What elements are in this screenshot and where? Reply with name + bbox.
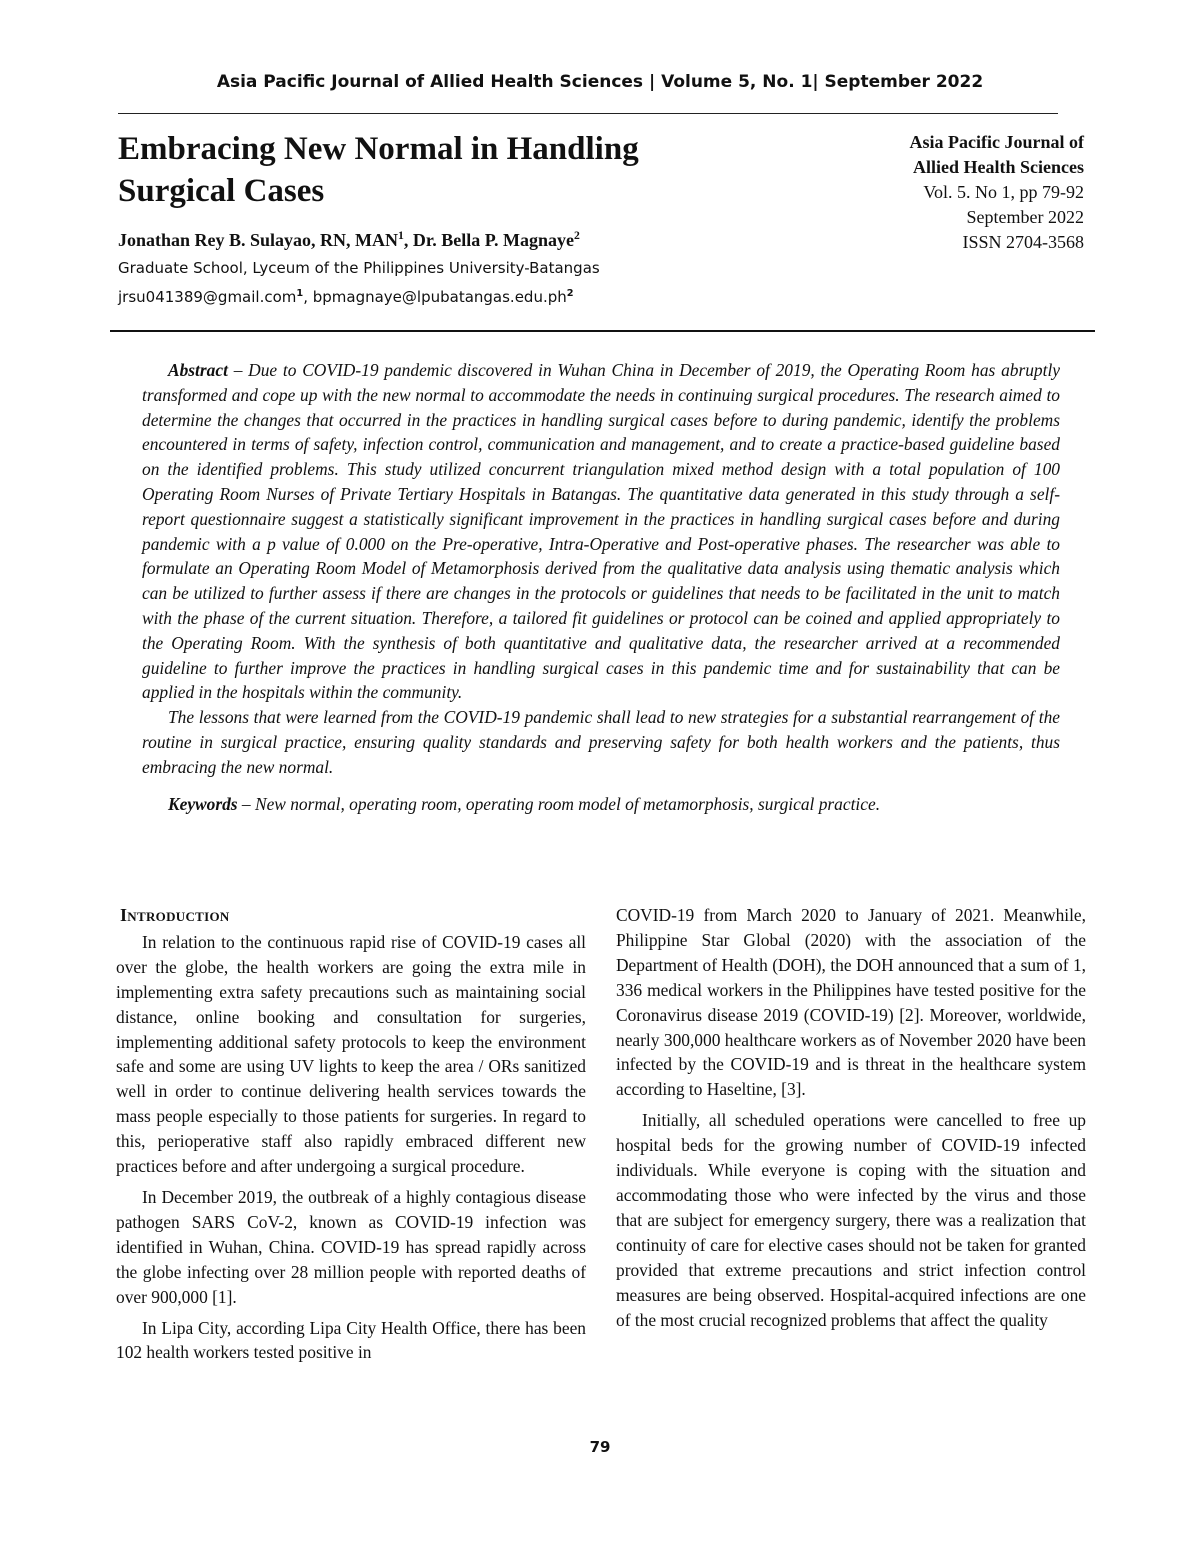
column-right (616, 903, 1086, 1338)
author-1: Jonathan Rey B. Sulayao, RN, MAN (118, 230, 399, 250)
abstract-text-1: – Due to COVID-19 pandemic discovered in Wuhan China in December of 2019, the Operating Room has abruptly transformed and cope up with the new normal to accommodate the needs in continuing surgical procedures. The research aimed to determine the changes that occurred in the practices in handling surgical cases before to during pandemic, identify the problems encountered in terms of safety, infection control, communication and management, and to create a practice-based guideline based on the identified problems. This study utilized concurrent triangulation mixed method design with a total population of 100 Operating Room Nurses of Private Tertiary Hospitals in Batangas. The quantitative data generated in this study through a self-report questionnaire suggest a statistically significant improvement in the practices in handling surgical cases before and during pandemic with a p value of 0.000 on the Pre-operative, Intra-Operative and Post-operative phases. The researcher was able to formulate an Operating Room Model of Metamorphosis derived from the qualitative data analysis using thematic analysis which can be utilized to further assess if there are changes in the protocols or guidelines that needs to be facilitated in the unit to match with the phase of the current situation. Therefore, a tailored fit guidelines or protocol can be coined and applied appropriately to the Operating Room. With the synthesis of both quantitative and qualitative data, the researcher arrived at a recommended guideline to further improve the practices in handling surgical cases in this pandemic time and for sustainability that can be applied in the hospitals within the community. (142, 360, 1060, 703)
keywords-text: – New normal, operating room, operating room model of metamorphosis, surgical practice. (237, 793, 881, 814)
intro-paragraph: In December 2019, the outbreak of a highly contagious disease pathogen SARS CoV-2, known as COVID-19 infection was identified in Wuhan, China. COVID-19 has spread rapidly across the globe infecting over 28 million people with reported deaths of over 900,000 [1]. (116, 1186, 586, 1307)
header-bottom-rule (110, 330, 1095, 332)
section-heading-introduction: Introduction (120, 905, 230, 925)
author-line (118, 230, 580, 251)
intro-paragraph: COVID-19 from March 2020 to January of 2021. Meanwhile, Philippine Star Global (2020) with the association of the Department of Health (DOH), the DOH announced that a sum of 1, 336 medical workers in the Philippines have tested positive for the Coronavirus disease 2019 (COVID-19) [2]. Moreover, worldwide, nearly 300,000 healthcare workers as of November 2020 have been infected by the COVID-19 and is threat in the healthcare system according to Haseltine, [3]. (616, 905, 1086, 1100)
journal-name-line2: Allied Health Sciences (913, 157, 1084, 177)
keywords (142, 792, 1060, 817)
author-separator: , (403, 230, 413, 250)
journal-date: September 2022 (966, 207, 1084, 227)
email-line (118, 288, 574, 306)
email-1-sup: 1 (296, 288, 304, 299)
email-2[interactable]: bpmagnaye@lpubatangas.edu.ph (312, 288, 567, 306)
email-2-sup: 2 (566, 288, 574, 299)
running-head: Asia Pacific Journal of Allied Health Sciences | Volume 5, No. 1| September 2022 (216, 72, 984, 92)
page-number: 79 (589, 1438, 611, 1456)
header-rule (118, 113, 1058, 114)
email-1[interactable]: jrsu041389@gmail.com (118, 288, 297, 306)
affiliation: Graduate School, Lyceum of the Philippines University-Batangas (118, 259, 600, 277)
abstract-paragraph-1 (142, 358, 1060, 705)
email-separator: , (303, 288, 313, 306)
keywords-label: Keywords (168, 793, 238, 814)
author-2-sup: 2 (574, 229, 580, 242)
intro-paragraph: In Lipa City, according Lipa City Health Office, there has been 102 health workers tested positive in (116, 1317, 586, 1363)
column-left (116, 903, 586, 1371)
intro-paragraph: In relation to the continuous rapid rise of COVID-19 cases all over the globe, the health workers are going the extra mile in implementing extra safety precautions such as maintaining social distance, online booking and consultation for surgeries, implementing additional safety protocols to keep the environment safe and some are using UV lights to keep the area / ORs sanitized well in order to continue delivering health services towards the mass people especially to those patients for surgeries. In regard to this, perioperative staff also rapidly embraced different new practices before and after undergoing a surgical procedure. (116, 931, 586, 1177)
abstract-label: Abstract (168, 360, 228, 380)
journal-volume: Vol. 5. No 1, pp 79-92 (923, 182, 1084, 202)
paper-title: Embracing New Normal in Handling Surgical Cases (118, 131, 639, 209)
author-2: Dr. Bella P. Magnaye (412, 230, 575, 250)
journal-issn: ISSN 2704-3568 (962, 232, 1084, 252)
abstract (142, 358, 1060, 816)
journal-name-line1: Asia Pacific Journal of (909, 132, 1084, 152)
intro-paragraph: Initially, all scheduled operations were cancelled to free up hospital beds for the growing number of COVID-19 infected individuals. While everyone is coping with the situation and accommodating those who were infected by the virus and those that are subject for emergency surgery, there was a realization that continuity of care for elective cases should not be taken for granted provided that extreme precautions and strict infection control measures are being observed. Hospital-acquired infections are one of the most crucial recognized problems that affect the quality (616, 1110, 1086, 1330)
abstract-paragraph-2: The lessons that were learned from the COVID-19 pandemic shall lead to new strategies for a substantial rearrangement of the routine in surgical practice, ensuring quality standards and preserving safety for both health workers and the patients, thus embracing the new normal. (142, 707, 1060, 777)
journal-info (910, 130, 1084, 255)
author-1-sup: 1 (398, 229, 404, 242)
